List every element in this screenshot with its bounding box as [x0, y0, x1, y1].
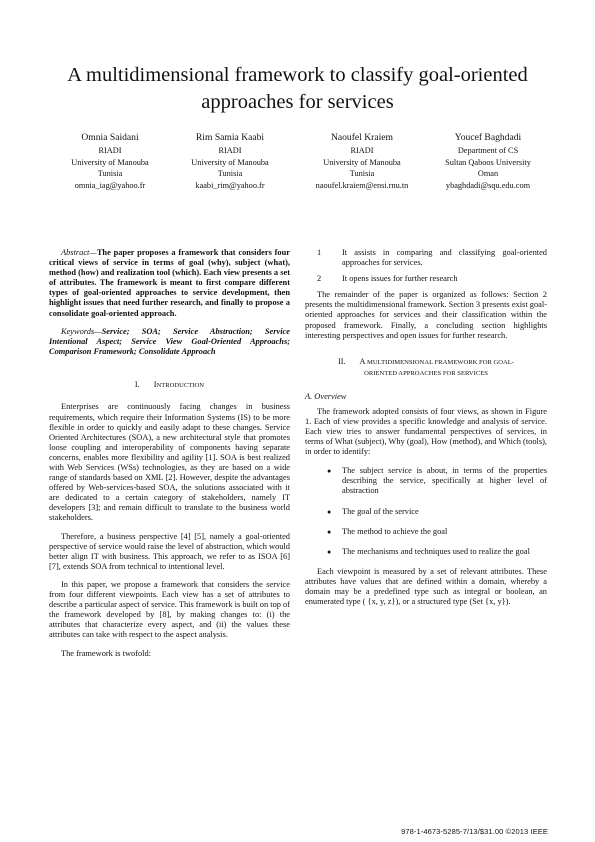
author-dept: RIADI	[98, 146, 122, 156]
author-email: naoufel.kraiem@ensi.rnu.tn	[315, 181, 409, 191]
author-org: University of Manouba	[71, 157, 149, 167]
author-block-4	[421, 132, 555, 192]
section-title-rest: NTRODUCTION	[156, 381, 205, 389]
numbered-list	[305, 248, 547, 284]
author-block-2	[163, 132, 297, 192]
abstract	[49, 248, 290, 319]
list-item-text: It assists in comparing and classifying goal-oriented approaches for services.	[342, 248, 547, 268]
author-country: Tunisia	[349, 169, 375, 179]
author-name: Youcef Baghdadi	[454, 132, 522, 143]
paragraph: Therefore, a business perspective [4] [5], namely a goal-oriented perspective of service would raise the level of abstraction, which would better align IT with business. This approach, we refer to as ISOA [6][7], extends SOA from technical to intentional level.	[49, 531, 290, 571]
bullet-icon: ●	[327, 507, 332, 516]
list-item	[305, 547, 547, 557]
section-heading-framework	[305, 357, 547, 380]
section-number: II.	[337, 356, 346, 366]
list-item-text: The method to achieve the goal	[342, 526, 448, 536]
keywords	[49, 327, 290, 357]
abstract-label: Abstract—	[61, 248, 97, 257]
list-marker: 2	[317, 274, 322, 284]
copyright-footer: 978-1-4673-5285-7/13/$31.00 ©2013 IEEE	[401, 827, 548, 836]
list-item-text: The goal of the service	[342, 506, 419, 516]
keywords-label: Keywords—	[61, 326, 102, 336]
paragraph: The framework adopted consists of four views, as shown in Figure 1. Each of view provides a specific knowledge and analysis of service. Each view tries to answer fundamental perspectives of services, in terms of What (subject), Why (goal), How (method), and Which (tools), in order to identify:	[305, 406, 547, 457]
abstract-text: The paper proposes a framework that considers four critical views of service in terms of goal (why), subject (what), method (how) and realization tool (which). Each view presents a set of attributes. The framework is meant to first compare different types of goal-oriented approaches to service development, then highlight issues that need further research, and finally to propose a consolidate goal-oriented approach.	[49, 248, 290, 318]
list-item-text: The subject service is about, in terms of the properties describing the service, specifically at higher level of abstraction	[342, 466, 547, 496]
author-block-3	[295, 132, 429, 192]
list-item	[305, 248, 547, 268]
section-number: I.	[134, 379, 140, 389]
author-dept: RIADI	[350, 146, 374, 156]
list-item	[305, 527, 547, 537]
list-item-text: It opens issues for further research	[342, 274, 458, 284]
author-country: Tunisia	[217, 169, 243, 179]
bullet-icon: ●	[327, 467, 332, 476]
subsection-heading-overview: A. Overview	[305, 391, 347, 401]
list-item	[305, 466, 547, 496]
section-heading-introduction	[49, 380, 290, 392]
author-name: Rim Samia Kaabi	[195, 132, 265, 143]
section-title-initial: I	[153, 379, 157, 389]
author-dept: Department of CS	[457, 146, 519, 156]
list-item-text: The mechanisms and techniques used to realize the goal	[342, 546, 530, 556]
author-email: omnia_iag@yahoo.fr	[74, 181, 146, 191]
bullet-icon: ●	[327, 547, 332, 556]
author-dept: RIADI	[218, 146, 242, 156]
paragraph: The remainder of the paper is organized as follows: Section 2 presents the multidimensional framework. Section 3 presents exist goal-oriented approaches for services and their classification within the proposed framework. Finally, a concluding section highlights interesting perspectives and open issues for further research.	[305, 290, 547, 340]
author-org: Sultan Qaboos University	[445, 157, 531, 167]
left-column	[49, 248, 290, 659]
paragraph: Each viewpoint is measured by a set of relevant attributes. These attributes have values that are defined within a domain, whereby a domain may be a predefined type such as integral or boolean, an enumerated type ( {x, y, z}), or a structured type (Set {x, y}).	[305, 566, 547, 607]
author-block-1	[43, 132, 177, 192]
author-email: kaabi_rim@yahoo.fr	[195, 181, 265, 191]
section-title-line1: MULTIDIMENSIONAL FRAMEWORK FOR GOAL-	[365, 358, 515, 366]
paragraph: In this paper, we propose a framework that considers the service from four different viewpoints. Each view has a set of attributes to describe a particular aspect of service. This framework is built on top of the framework developed by [8], by making changes to: (i) the attributes that characterize every aspect, and (ii) the values these attributes can take with respect to the aspect analysis.	[49, 579, 291, 640]
author-email: ybaghdadi@squ.edu.com	[445, 181, 531, 191]
section-title-line2: ORIENTED APPROACHES FOR SERVICES	[364, 370, 488, 378]
section-title-initial: A	[359, 356, 366, 366]
author-name: Naoufel Kraiem	[330, 132, 394, 143]
paragraph: The framework is twofold:	[61, 648, 152, 658]
bullet-list	[305, 466, 547, 557]
author-org: University of Manouba	[191, 157, 269, 167]
keywords-text: Service; SOA; Service Abstraction; Service Intentional Aspect; Service View Goal-Oriented Approachs; Comparison Framework; Consolidate Approach	[49, 326, 290, 356]
list-item	[305, 274, 547, 284]
paragraph: Enterprises are continuously facing changes in business requirements, which require their Information Systems (IS) to be more flexible in order to quickly and easily adapt to these changes. Service Oriented Architectures (SOA), a new architectural style that promotes loose coupling and interoperability of components having separate concerns, enables more flexibility and agility [1]. SOA is best realized with Web Services (WSs) technologies, as they are based on a wide range of standards based on XML [2]. However, despite the advantages offered by Web-services-based SOA, the solutions associated with it are dedicated to a certain category of stakeholders, namely IT developers [3]; and remain difficult to translate to the business world stakeholders.	[49, 402, 290, 523]
author-country: Oman	[477, 169, 499, 179]
paper-title: A multidimensional framework to classify goal-oriented approaches for services	[67, 64, 528, 113]
author-org: University of Manouba	[323, 157, 401, 167]
bullet-icon: ●	[327, 527, 332, 536]
right-column	[305, 248, 547, 607]
author-name: Omnia Saidani	[81, 132, 139, 143]
author-country: Tunisia	[97, 169, 123, 179]
list-marker: 1	[317, 248, 322, 257]
list-item	[305, 507, 547, 517]
